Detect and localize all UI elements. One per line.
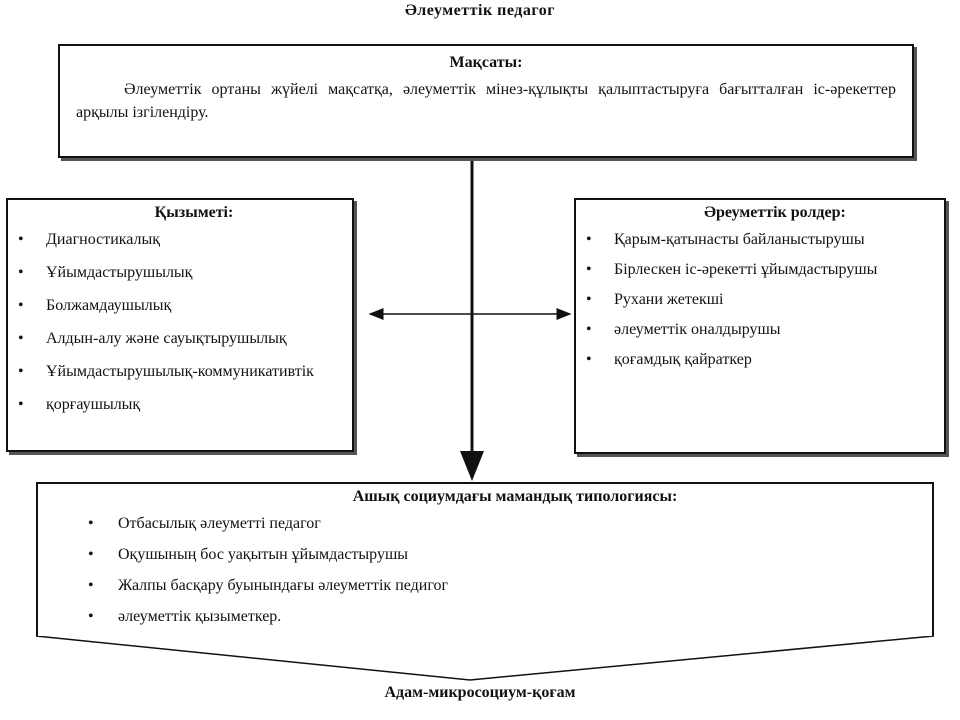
functions-list — [46, 230, 342, 415]
roles-box — [574, 198, 946, 454]
list-item: • әлеуметтік оналдырушы — [614, 320, 936, 340]
list-item: • Ұйымдастырушылық — [46, 263, 342, 283]
typology-box — [36, 482, 934, 636]
list-item: • Рухани жетекші — [614, 290, 936, 310]
list-item: • қоғамдық қайраткер — [614, 350, 936, 370]
goal-text: Әлеуметтік ортаны жүйелі мақсатқа, әлеуметтік мінез-құлықты қалыптастыруға бағытталған іс-әрекеттер арқылы ізгілендіру. — [76, 81, 896, 121]
roles-heading: Әреуметтік ролдер: — [704, 204, 846, 221]
list-item: • әлеуметтік қызыметкер. — [118, 607, 912, 627]
list-item: • Диагностикалық — [46, 230, 342, 250]
functions-box — [6, 198, 354, 452]
funnel-line-left — [36, 636, 470, 680]
list-item: • Алдын-алу және сауықтырушылық — [46, 329, 342, 349]
functions-heading: Қызыметі: — [154, 204, 234, 221]
diagram-title: Әлеуметтік педагог — [404, 2, 555, 19]
list-item: • Қарым-қатынасты байланыстырушы — [614, 230, 936, 250]
typology-heading: Ашық социумдағы мамандық типологиясы: — [352, 488, 678, 505]
list-item: • Оқушының бос уақытын ұйымдастырушы — [118, 545, 912, 565]
list-item: • Болжамдаушылық — [46, 296, 342, 316]
list-item: • қорғаушылық — [46, 395, 342, 415]
list-item: • Отбасылық әлеуметті педагог — [118, 514, 912, 534]
list-item: • Ұйымдастырушылық-коммуникативтік — [46, 362, 342, 382]
list-item: • Жалпы басқару буынындағы әлеуметтік педигог — [118, 576, 912, 596]
roles-list — [614, 230, 936, 370]
funnel-line-right — [470, 636, 934, 680]
goal-box — [58, 44, 914, 158]
footer-label: Адам-микросоциум-қоғам — [384, 684, 576, 701]
typology-list — [118, 514, 912, 627]
goal-heading: Мақсаты: — [449, 54, 523, 71]
list-item: • Бірлескен іс-әрекетті ұйымдастырушы — [614, 260, 936, 280]
